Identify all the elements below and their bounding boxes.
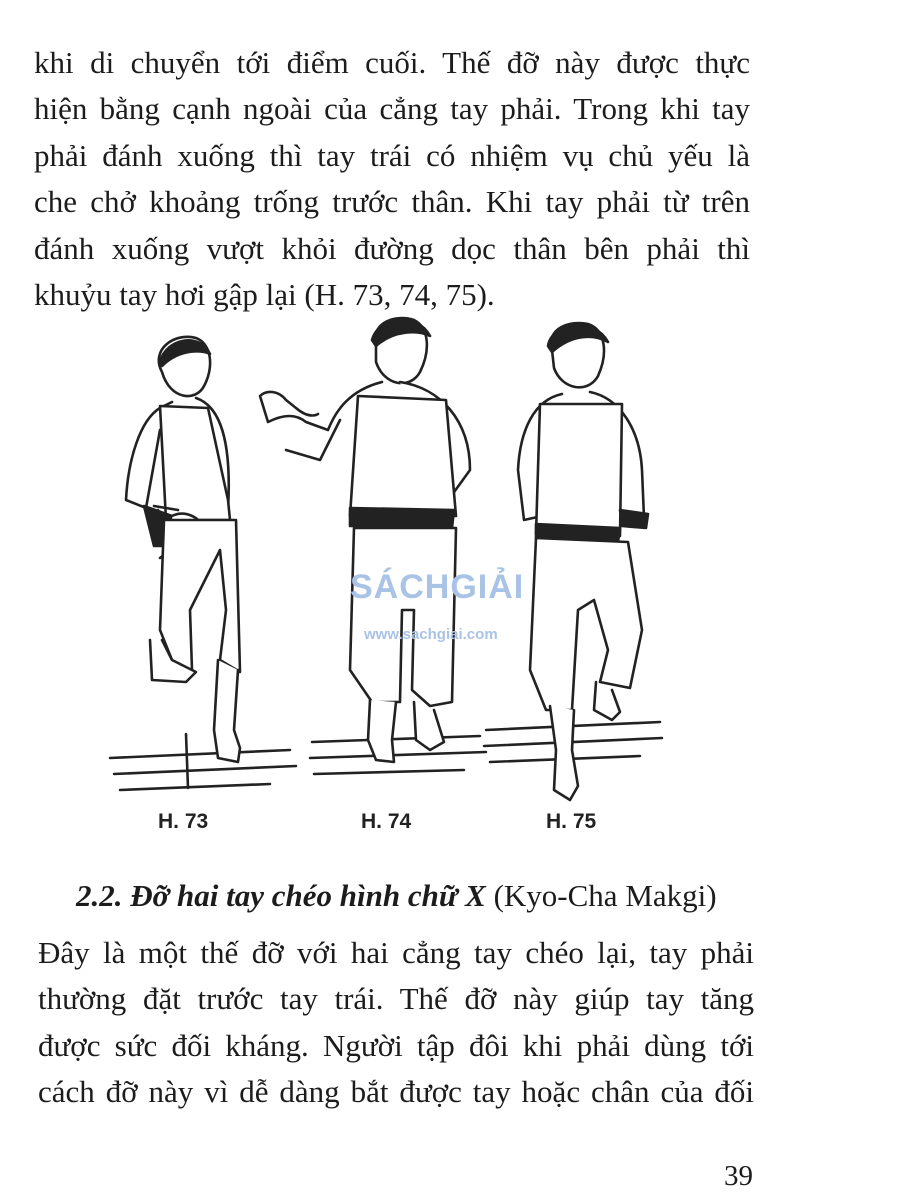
figure-h74: [260, 318, 486, 774]
text-line: được sức đối kháng. Người tập đôi khi phải dùng tới: [38, 1027, 754, 1063]
watermark-url: www.sachgiai.com: [364, 626, 498, 643]
watermark: [350, 552, 550, 652]
text-line: che chở khoảng trống trước thân. Khi tay phải từ trên: [34, 184, 750, 220]
paragraph-2: [38, 930, 754, 1116]
paragraph-1: [34, 40, 750, 318]
text-line: Đây là một thế đỡ với hai cẳng tay chéo lại, tay phải: [38, 935, 754, 970]
figure-label-h75: H. 75: [546, 810, 597, 833]
text-line: khi di chuyển tới điểm cuối. Thế đỡ này được thực: [34, 45, 750, 80]
section-title: 2.2. Đỡ hai tay chéo hình chữ X: [76, 878, 486, 913]
text-line: phải đánh xuống thì tay trái có nhiệm vụ chủ yếu là: [34, 137, 750, 173]
figure-label-h74: H. 74: [361, 810, 412, 833]
text-line: cách đỡ này vì dễ dàng bắt được tay hoặc chân của đối: [38, 1074, 754, 1110]
text-line: khuỷu tay hơi gập lại (H. 73, 74, 75).: [34, 277, 495, 313]
watermark-logo: SÁCHGIẢI: [350, 568, 525, 606]
text-line: thường đặt trước tay trái. Thế đỡ này giúp tay tăng: [38, 981, 754, 1017]
section-heading: [76, 876, 756, 916]
page-number: 39: [724, 1160, 753, 1192]
figure-label-h73: H. 73: [158, 810, 209, 833]
text-line: đánh xuống vượt khỏi đường dọc thân bên phải thì: [34, 230, 750, 266]
text-line: hiện bằng cạnh ngoài của cẳng tay phải. Trong khi tay: [34, 91, 750, 127]
section-subtitle: (Kyo-Cha Makgi): [485, 878, 717, 913]
